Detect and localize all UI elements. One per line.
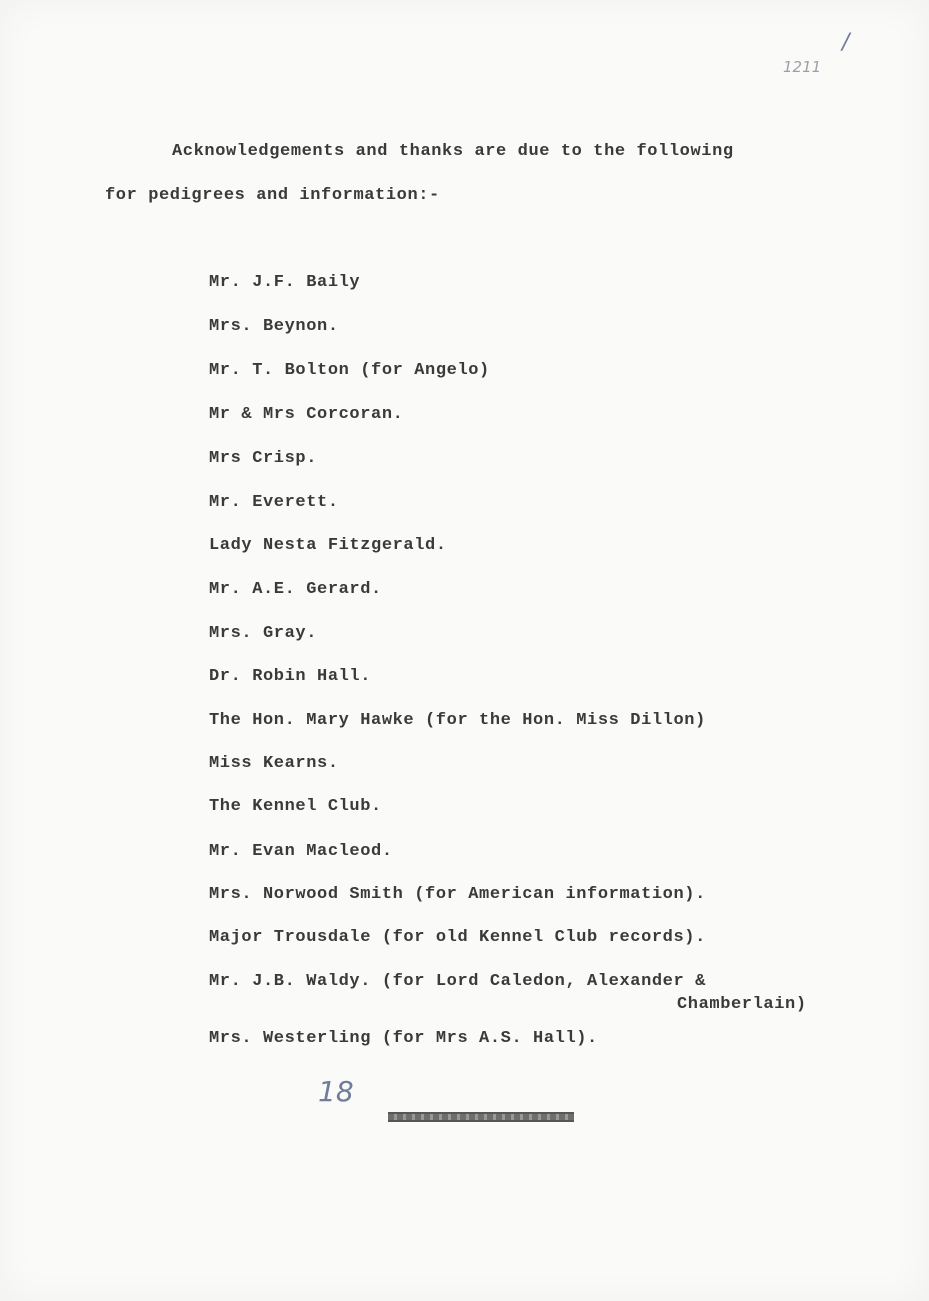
acknowledgement-name: The Kennel Club.	[209, 797, 382, 816]
acknowledgement-name: Mr. Evan Macleod.	[209, 842, 393, 861]
acknowledgement-name: Mr. Everett.	[209, 493, 339, 512]
acknowledgement-name: Mrs. Westerling (for Mrs A.S. Hall).	[209, 1029, 598, 1048]
acknowledgement-name: Miss Kearns.	[209, 754, 339, 773]
acknowledgement-name: Mrs. Beynon.	[209, 317, 339, 336]
acknowledgement-name: Mr & Mrs Corcoran.	[209, 405, 404, 424]
acknowledgement-name: Mrs. Norwood Smith (for American information).	[209, 885, 706, 904]
acknowledgement-name: Mr. J.B. Waldy. (for Lord Caledon, Alexander &	[209, 972, 706, 991]
acknowledgement-name: Mr. T. Bolton (for Angelo)	[209, 361, 490, 380]
acknowledgement-name: Mr. A.E. Gerard.	[209, 580, 382, 599]
acknowledgement-name: Lady Nesta Fitzgerald.	[209, 536, 447, 555]
page-number: 18	[318, 1075, 354, 1108]
closing-rule	[388, 1112, 574, 1122]
acknowledgement-name: Mrs Crisp.	[209, 449, 318, 468]
acknowledgement-name: Major Trousdale (for old Kennel Club records).	[209, 928, 706, 947]
acknowledgement-name-continuation: Chamberlain)	[677, 995, 807, 1014]
intro-line-2: for pedigrees and information:-	[105, 186, 440, 205]
acknowledgement-name: Dr. Robin Hall.	[209, 667, 372, 686]
folio-number: 1211	[783, 58, 822, 76]
corner-mark: /	[842, 30, 850, 55]
acknowledgement-name: The Hon. Mary Hawke (for the Hon. Miss Dillon)	[209, 711, 706, 730]
intro-line-1: Acknowledgements and thanks are due to the following	[172, 142, 734, 161]
acknowledgement-name: Mrs. Gray.	[209, 624, 318, 643]
acknowledgement-name: Mr. J.F. Baily	[209, 273, 361, 292]
